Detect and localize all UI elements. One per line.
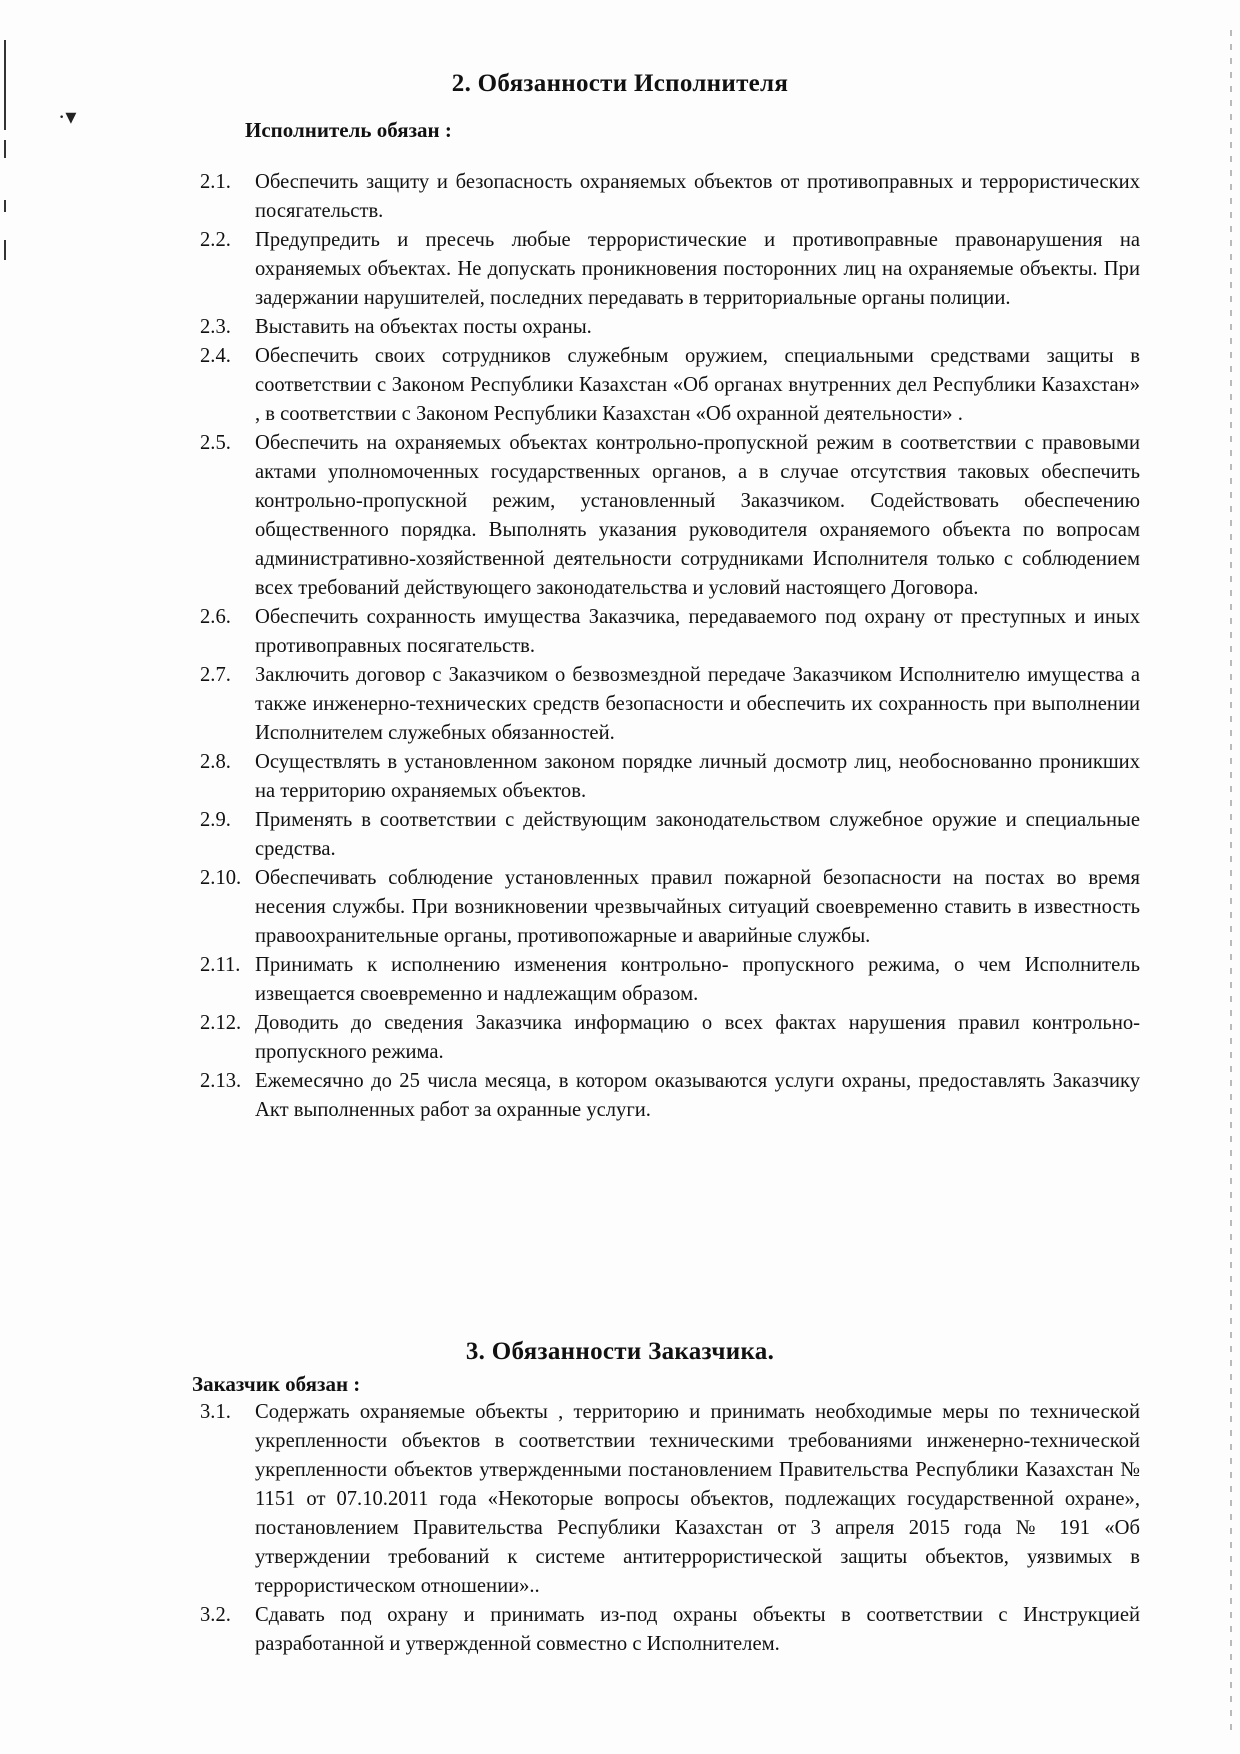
list-item: [200, 313, 1140, 342]
item-number: 2.9.: [200, 809, 231, 831]
item-number: 2.7.: [200, 664, 231, 686]
duties-list: [200, 168, 1140, 1125]
list-item: [200, 429, 1140, 603]
item-text: Доводить до сведения Заказчика информацию о всех фактах нарушения правил контрольно-пропускного режима.: [255, 1012, 1140, 1063]
list-item: [200, 806, 1140, 864]
item-number: 2.1.: [200, 171, 231, 193]
item-number: 2.13.: [200, 1070, 242, 1092]
list-item: [200, 1067, 1140, 1125]
list-item: [200, 342, 1140, 429]
item-text: Заключить договор с Заказчиком о безвозмездной передаче Заказчиком Исполнителю имущества а также инженерно-технических средств безопасности и обеспечить их сохранность при выполнении Исполнителем служебных обязанностей.: [255, 664, 1140, 744]
item-number: 2.5.: [200, 432, 231, 454]
item-number: 2.8.: [200, 751, 231, 773]
list-item: [200, 748, 1140, 806]
list-item: [200, 864, 1140, 951]
item-text: Предупредить и пресечь любые террористические и противоправные правонарушения на охраняемых объектах. Не допускать проникновения посторонних лиц на охраняемые объекты. При задержании нарушителей, последних передавать в территориальные органы полиции.: [255, 229, 1140, 309]
item-number: 2.2.: [200, 229, 231, 251]
list-item: [200, 226, 1140, 313]
item-text: Обеспечить на охраняемых объектах контрольно-пропускной режим в соответствии с правовыми актами уполномоченных государственных органов, а в случае отсутствия таковых обеспечить контрольно-пропускной режим, установленный Заказчиком. Содействовать обеспечению общественного порядка. Выполнять указания руководителя охраняемого объекта по вопросам административно-хозяйственной деятельности сотрудниками Исполнителя только с соблюдением всех требований действующего законодательства и условий настоящего Договора.: [255, 432, 1140, 599]
list-item: [200, 661, 1140, 748]
item-text: Ежемесячно до 25 числа месяца, в котором оказываются услуги охраны, предоставлять Заказчику Акт выполненных работ за охранные услуги.: [255, 1070, 1140, 1121]
item-number: 2.11.: [200, 954, 241, 976]
item-text: Осуществлять в установленном законом порядке личный досмотр лиц, необоснованно проникших на территорию охраняемых объектов.: [255, 751, 1140, 802]
item-text: Обеспечить сохранность имущества Заказчика, передаваемого под охрану от преступных и иных противоправных посягательств.: [255, 606, 1140, 657]
item-number: 2.10.: [200, 867, 242, 889]
item-text: Принимать к исполнению изменения контрольно- пропускного режима, о чем Исполнитель извещается своевременно и надлежащим образом.: [255, 954, 1140, 1005]
list-item: [200, 1398, 1140, 1601]
list-item: [200, 951, 1140, 1009]
item-text: Обеспечить защиту и безопасность охраняемых объектов от противоправных и террористических посягательств.: [255, 171, 1140, 222]
duties-list: [200, 1398, 1140, 1659]
list-item: [200, 1009, 1140, 1067]
item-text: Обеспечивать соблюдение установленных правил пожарной безопасности на постах во время несения службы. При возникновении чрезвычайных ситуаций своевременно ставить в известность правоохранительные органы, противопожарные и аварийные службы.: [255, 867, 1140, 947]
item-text: Выставить на объектах посты охраны.: [255, 316, 592, 338]
list-item: [200, 603, 1140, 661]
section-heading: 2. Обязанности Исполнителя: [451, 70, 789, 97]
section-subheading: Исполнитель обязан :: [245, 118, 452, 142]
scan-speck: ·▾: [58, 104, 77, 129]
item-number: 2.12.: [200, 1012, 242, 1034]
item-number: 2.6.: [200, 606, 231, 628]
list-item: [200, 1601, 1140, 1659]
item-text: Обеспечить своих сотрудников служебным оружием, специальными средствами защиты в соответствии с Законом Республики Казахстан «Об органах внутренних дел Республики Казахстан» , в соответствии с Законом Республики Казахстан «Об охранной деятельности» .: [255, 345, 1140, 425]
item-text: Применять в соответствии с действующим законодательством служебное оружие и специальные средства.: [255, 809, 1140, 860]
item-number: 3.1.: [200, 1401, 231, 1423]
item-text: Содержать охраняемые объекты , территорию и принимать необходимые меры по технической укрепленности объектов в соответствии техническими требованиями инженерно-технической укрепленности объектов утвержденными постановлением Правительства Республики Казахстан № 1151 от 07.10.2011 года «Некоторые вопросы объектов, подлежащих государственной охране», постановлением Правительства Республики Казахстан от 3 апреля 2015 года № 191 «Об утверждении требований к системе антитеррористической защиты объектов, уязвимых в террористическом отношении»..: [255, 1401, 1140, 1597]
section-subheading: Заказчик обязан :: [192, 1372, 361, 1396]
list-item: [200, 168, 1140, 226]
item-text: Сдавать под охрану и принимать из-под охраны объекты в соответствии с Инструкцией разработанной и утвержденной совместно с Исполнителем.: [255, 1604, 1140, 1655]
item-number: 3.2.: [200, 1604, 231, 1626]
item-number: 2.3.: [200, 316, 231, 338]
section-heading: 3. Обязанности Заказчика.: [465, 1338, 775, 1365]
scan-edge: [1230, 30, 1232, 1730]
item-number: 2.4.: [200, 345, 231, 367]
